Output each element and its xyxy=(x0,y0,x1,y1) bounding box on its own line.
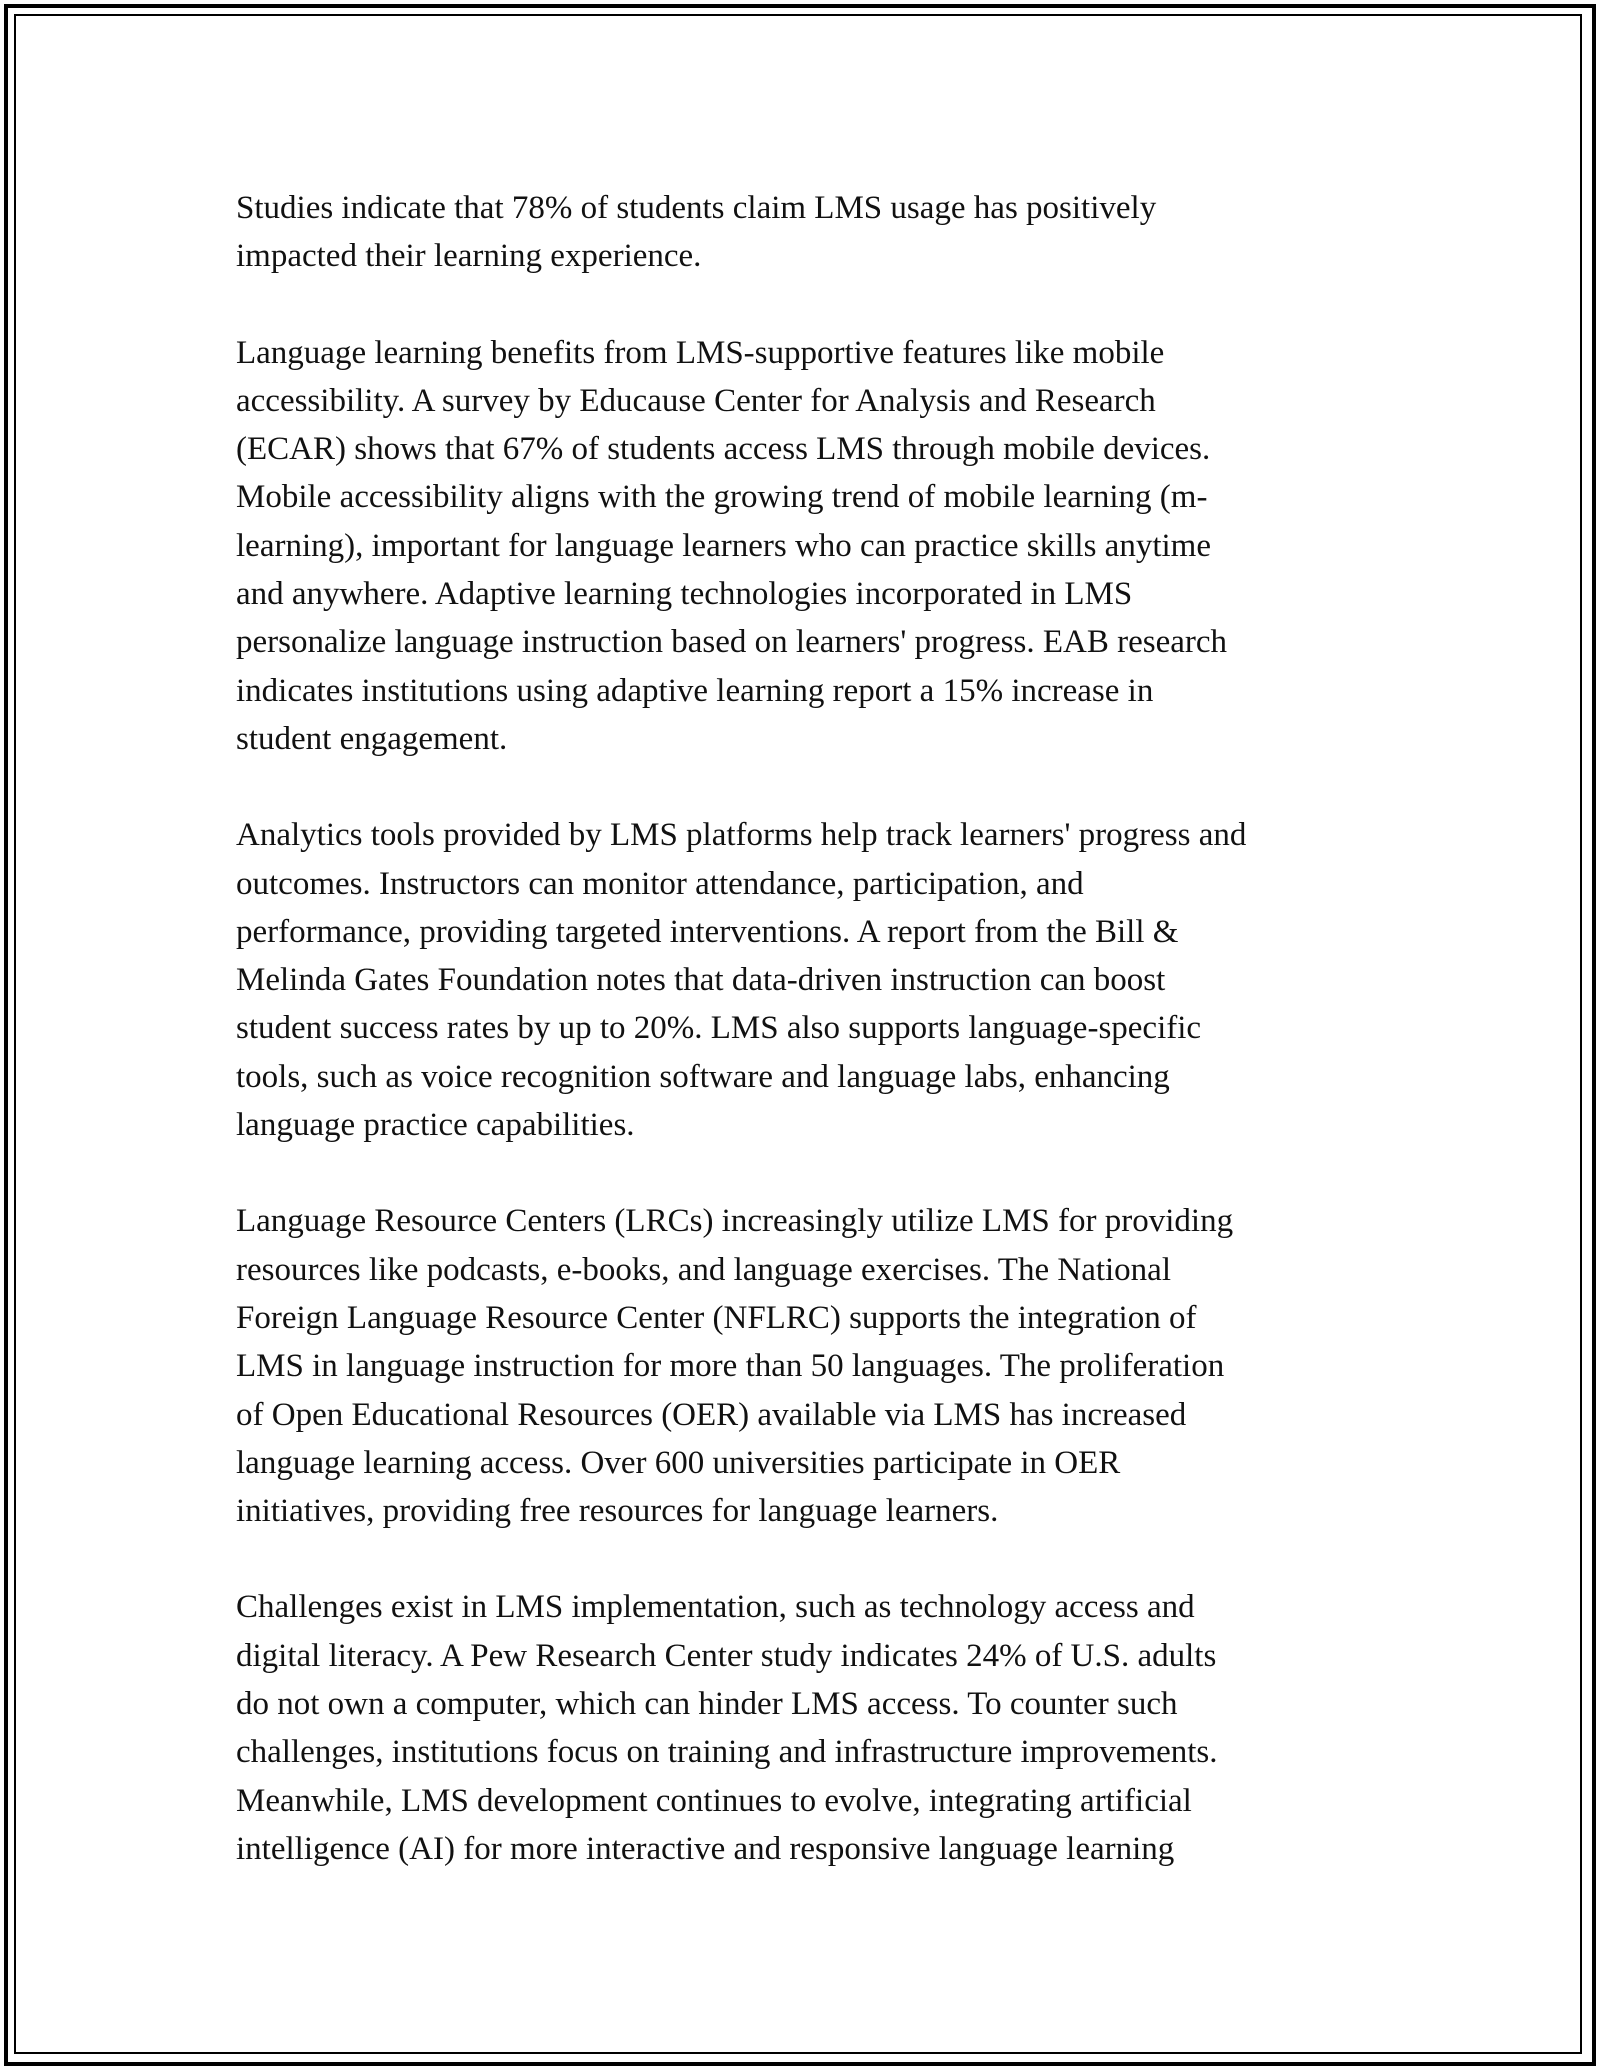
paragraph-analytics: Analytics tools provided by LMS platforms help track learners' progress and outcomes. Instructors can monitor attendance, participation, and performance, providing targeted interventions. A report from the Bill & Melinda Gates Foundation notes that data-driven instruction can boost student success rates by up to 20%. LMS also supports language-specific tools, such as voice recognition software and language labs, enhancing language practice capabilities. xyxy=(236,817,1247,1144)
paragraph-mobile-adaptive: Language learning benefits from LMS-supportive features like mobile accessibility. A survey by Educause Center for Analysis and Research (ECAR) shows that 67% of students access LMS through mobile devices. Mobile accessibility aligns with the growing trend of mobile learning (m- learning), important for language learners who can practice skills anytime and anywhere. Adaptive learning technologies incorporated in LMS personalize language instruction based on learners' progress. EAB research indicates institutions using adaptive learning report a 15% increase in student engagement. xyxy=(236,334,1227,757)
paragraph-resource-centers: Language Resource Centers (LRCs) increasingly utilize LMS for providing resources like podcasts, e-books, and language exercises. The National Foreign Language Resource Center (NFLRC) supports the integration of LMS in language instruction for more than 50 languages. The proliferation of Open Educational Resources (OER) available via LMS has increased language learning access. Over 600 universities participate in OER initiatives, providing free resources for language learners. xyxy=(236,1203,1234,1530)
paragraph-challenges: Challenges exist in LMS implementation, such as technology access and digital literacy. A Pew Research Center study indicates 24% of U.S. adults do not own a computer, which can hinder LMS access. To counter such challenges, institutions focus on training and infrastructure improvements. Meanwhile, LMS development continues to evolve, integrating artificial intelligence (AI) for more interactive and responsive language learning xyxy=(236,1589,1218,1867)
document-body xyxy=(236,184,1366,1921)
paragraph-lms-impact: Studies indicate that 78% of students claim LMS usage has positively impacted their learning experience. xyxy=(236,190,1157,275)
